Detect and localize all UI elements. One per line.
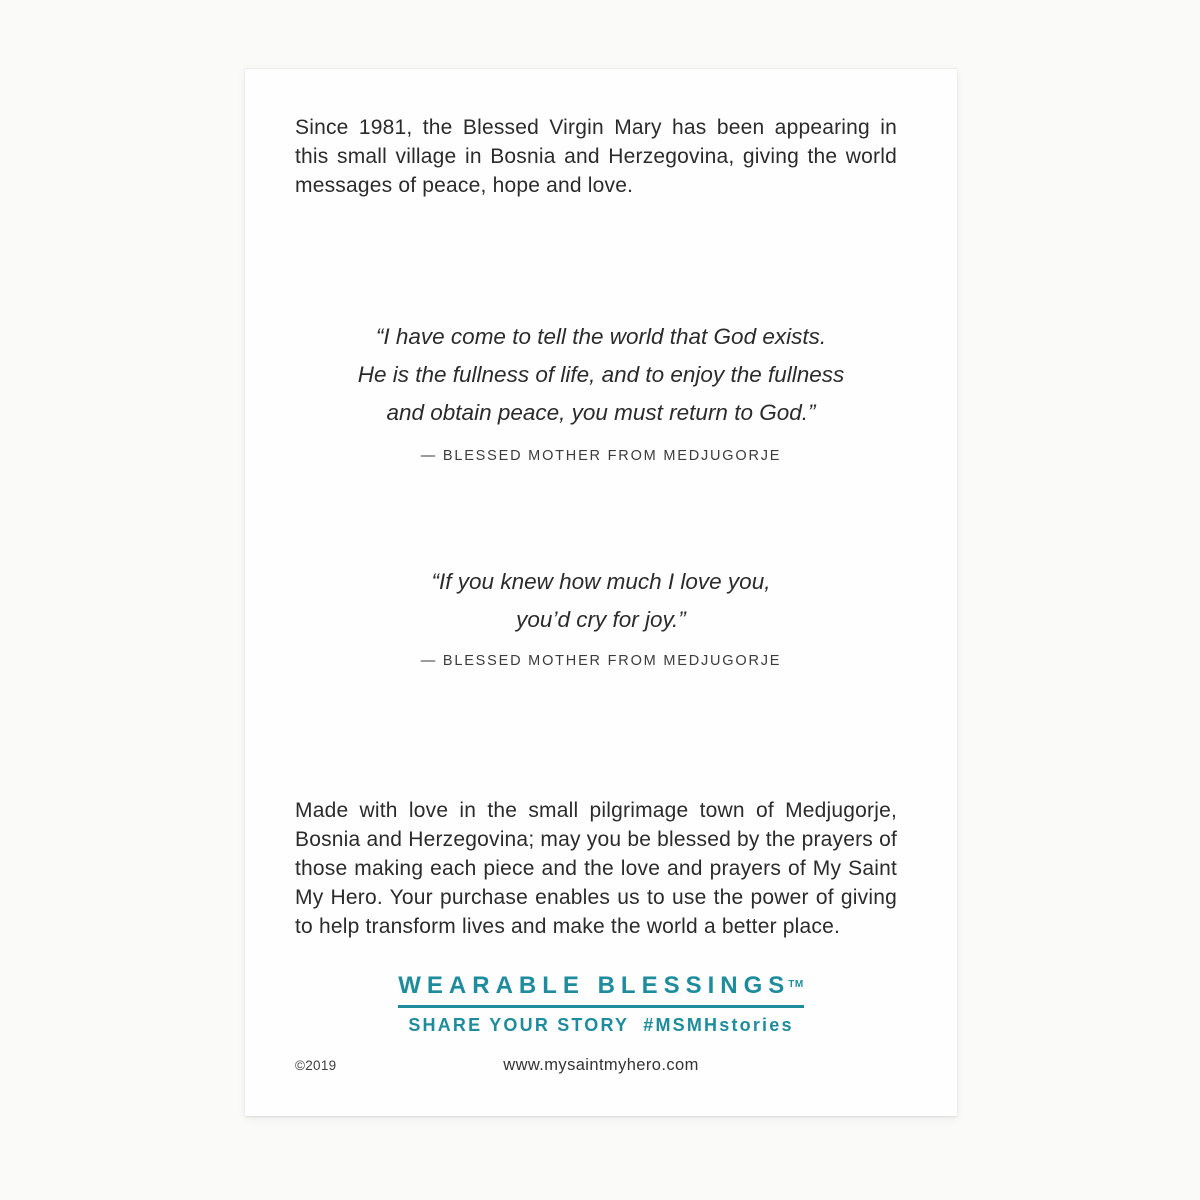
closing-paragraph: Made with love in the small pilgrimage town of Medjugorje, Bosnia and Herzegovina; may you be blessed by the prayers of those making each piece and the love and prayers of My Saint My Hero. Your purchase enables us to use the power of giving to help transform lives and make the world a better place. bbox=[295, 799, 897, 938]
quote-first-line-1: “I have come to tell the world that God exists. bbox=[375, 324, 827, 349]
brand-title: WEARABLE BLESSINGS bbox=[398, 972, 791, 999]
quote-second-line-1: “If you knew how much I love you, bbox=[431, 569, 771, 594]
tagline-share-your-story: SHARE YOUR STORY bbox=[408, 1015, 630, 1035]
intro-paragraph: Since 1981, the Blessed Virgin Mary has been appearing in this small village in Bosnia and Herzegovina, giving the world messages of peace, hope and love. bbox=[295, 116, 897, 197]
quote-second-line-2: you’d cry for joy.” bbox=[516, 607, 686, 632]
tagline-hashtag: #MSMHstories bbox=[643, 1015, 794, 1035]
quote-second-attribution: — BLESSED MOTHER FROM MEDJUGORJE bbox=[420, 653, 782, 669]
brand-title-underline bbox=[398, 972, 803, 1008]
quote-first-line-2: He is the fullness of life, and to enjoy the fullness bbox=[357, 362, 845, 387]
quote-first-line-3: and obtain peace, you must return to God.” bbox=[386, 400, 816, 425]
brand-block bbox=[245, 972, 957, 1036]
prayer-card bbox=[245, 68, 957, 1116]
quote-first-attribution: — BLESSED MOTHER FROM MEDJUGORJE bbox=[420, 448, 782, 464]
quote-first bbox=[245, 318, 957, 432]
website-url: www.mysaintmyhero.com bbox=[503, 1056, 699, 1074]
card-footer bbox=[245, 1056, 957, 1076]
trademark-mark: TM bbox=[788, 978, 804, 990]
quote-second bbox=[245, 563, 957, 639]
copyright-notice: ©2019 bbox=[295, 1058, 337, 1073]
brand-tagline bbox=[245, 1015, 957, 1036]
